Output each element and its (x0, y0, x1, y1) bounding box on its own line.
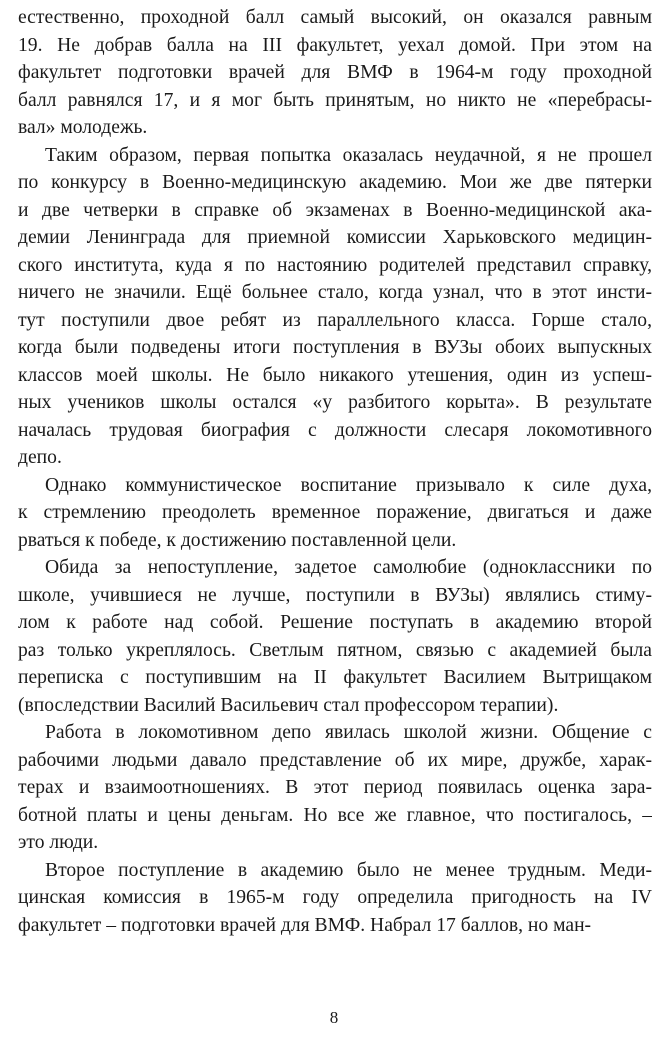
paragraph (18, 719, 652, 857)
text-line: естественно, проходной балл самый высокий, он оказался равным (18, 7, 652, 28)
text-line: по конкурсу в Военно-медицинскую академию. Мои же две пятерки (18, 172, 652, 193)
text-line: школе, учившиеся не лучше, поступили в ВУЗы) являлись стиму- (18, 584, 652, 606)
text-line: факультет подготовки врачей для ВМФ в 1964-м году проходной (18, 62, 652, 83)
text-line: Таким образом, первая попытка оказалась неудачной, я не прошел (45, 144, 652, 166)
text-line: ничего не значили. Ещё больнее стало, когда узнал, что в этот инсти- (18, 282, 652, 303)
text-line: факультет – подготовки врачей для ВМФ. Набрал 17 баллов, но ман- (18, 914, 592, 936)
text-line: Однако коммунистическое воспитание призывало к силе духа, (45, 474, 652, 496)
text-line: ных учеников школы остался «у разбитого корыта». В результате (18, 392, 652, 413)
text-line: переписка с поступившим на II факультет Василием Вытрищаком (18, 667, 652, 688)
text-line: и две четверки в справке об экзаменах в Военно-медицинской ака- (18, 199, 652, 221)
text-line: балл равнялся 17, и я мог быть принятым, но никто не «перебрасы- (18, 89, 652, 111)
text-line: терах и взаимоотношениях. В этот период появилась оценка зара- (18, 777, 652, 798)
text-line: рваться к победе, к достижению поставленной цели. (18, 529, 457, 551)
text-line: ботной платы и цены деньгам. Но все же главное, что постигалось, – (18, 804, 652, 826)
text-line: лом к работе над собой. Решение поступать в академию второй (18, 612, 652, 633)
text-line: тут поступили двое ребят из параллельного класса. Горше стало, (18, 309, 652, 331)
text-line: (впоследствии Василий Васильевич стал профессором терапии). (18, 694, 559, 716)
text-line: началась трудовая биография с должности слесаря локомотивного (18, 419, 652, 441)
text-line: цинская комиссия в 1965-м году определила пригодность на IV (18, 887, 652, 908)
paragraph (18, 142, 652, 472)
text-line: раз только укреплялось. Светлым пятном, связью с академией была (18, 639, 652, 661)
text-line: ского института, куда я по настоянию родителей представил справку, (18, 254, 652, 276)
text-line: 19. Не добрав балла на III факультет, уехал домой. При этом на (18, 34, 652, 56)
text-line: Работа в локомотивном депо явилась школой жизни. Общение с (45, 722, 652, 743)
text-line: когда были подведены итоги поступления в ВУЗы обоих выпускных (18, 337, 652, 358)
page-number: 8 (329, 1008, 339, 1027)
paragraph (18, 554, 652, 719)
text-line: классов моей школы. Не было никакого утешения, один из успеш- (18, 364, 652, 386)
text-line: демии Ленинграда для приемной комиссии Харьковского медицин- (18, 227, 652, 248)
text-line: Обида за непоступление, задетое самолюбие (одноклассники по (45, 557, 652, 578)
paragraph (18, 857, 652, 940)
text-line: вал» молодежь. (18, 117, 148, 138)
text-line: депо. (18, 447, 62, 468)
paragraph (18, 472, 652, 555)
page-body-text (18, 4, 652, 939)
book-page (18, 4, 652, 1044)
text-line: Второе поступление в академию было не менее трудным. Меди- (45, 859, 652, 881)
text-line: это люди. (18, 832, 99, 853)
paragraph (18, 4, 652, 142)
text-line: к стремлению преодолеть временное поражение, двигаться и даже (18, 502, 652, 523)
text-line: рабочими людьми давало представление об их мире, дружбе, харак- (18, 749, 652, 771)
